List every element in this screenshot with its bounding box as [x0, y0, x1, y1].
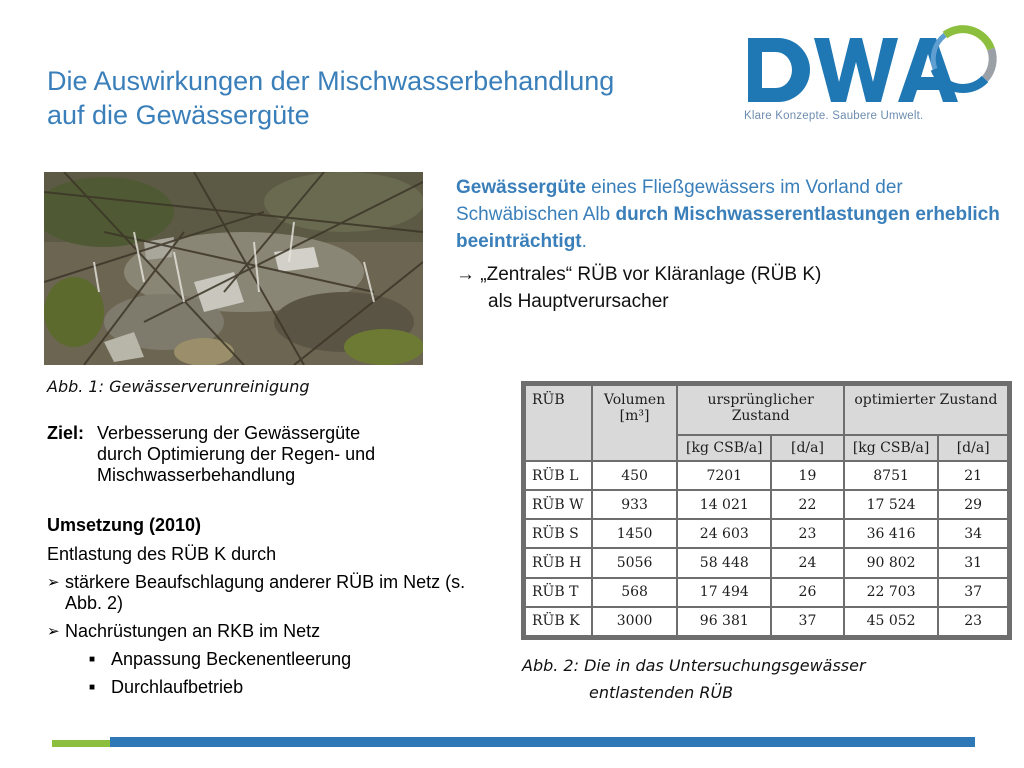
- table-cell: 17 494: [677, 578, 771, 607]
- table-cell: 8751: [844, 461, 939, 490]
- table-cell: 19: [771, 461, 844, 490]
- table-cell: 450: [592, 461, 678, 490]
- table-cell: 23: [771, 519, 844, 548]
- table-cell: 17 524: [844, 490, 939, 519]
- table-body: [525, 461, 1008, 636]
- header-days-optimized: [d/a]: [938, 435, 1008, 461]
- table-cell: 24 603: [677, 519, 771, 548]
- table-row: [525, 461, 1008, 490]
- table-cell: 14 021: [677, 490, 771, 519]
- table-cell: 90 802: [844, 548, 939, 577]
- list-item: [47, 621, 467, 642]
- dwa-logo-mark: [742, 20, 1007, 108]
- conclusion-arrow-item: [456, 261, 1016, 315]
- table-cell: RÜB W: [525, 490, 592, 519]
- table-cell: RÜB H: [525, 548, 592, 577]
- logo-tagline: Klare Konzepte. Saubere Umwelt.: [744, 110, 924, 122]
- arrowhead-bullet-icon: ➢: [47, 623, 60, 640]
- table-cell: RÜB T: [525, 578, 592, 607]
- table-cell: 24: [771, 548, 844, 577]
- slide-title: [47, 64, 727, 132]
- figure-2-caption-line-2: entlastenden RÜB: [589, 683, 734, 702]
- conclusion-line-1: „Zentrales“ RÜB vor Kläranlage (RÜB K): [480, 264, 822, 285]
- sub-list-item: [47, 649, 467, 670]
- header-original-state: ursprünglicher Zustand: [677, 385, 843, 435]
- header-volume: Volumen [m³]: [592, 385, 678, 461]
- header-days-original: [d/a]: [771, 435, 844, 461]
- sub-list-item: [47, 677, 467, 698]
- table-cell: 22: [771, 490, 844, 519]
- goal-block: [47, 423, 467, 486]
- table-cell: 29: [938, 490, 1008, 519]
- stream-pollution-photo: [44, 172, 423, 365]
- table-row: [525, 548, 1008, 577]
- table-cell: 96 381: [677, 607, 771, 636]
- sub-list-item-text: Durchlaufbetrieb: [111, 677, 244, 697]
- slide-title-line-1: Die Auswirkungen der Mischwasserbehandlung: [47, 66, 615, 96]
- footer-bar-blue: [110, 737, 975, 747]
- table-cell: 3000: [592, 607, 678, 636]
- header-kg-csb-original: [kg CSB/a]: [677, 435, 771, 461]
- table-cell: 37: [771, 607, 844, 636]
- implementation-heading: Umsetzung (2010): [47, 515, 202, 535]
- table-cell: 45 052: [844, 607, 939, 636]
- square-bullet-icon: ■: [89, 654, 96, 665]
- intro-text-2: .: [581, 231, 587, 252]
- intro-bold-1: Gewässergüte: [456, 177, 586, 198]
- intro-bold-2: durch Mischwasserentlastungen erheblich beeinträchtigt: [456, 204, 1000, 252]
- conclusion-line-2: als Hauptverursacher: [488, 291, 669, 312]
- table-cell: RÜB L: [525, 461, 592, 490]
- table-cell: RÜB S: [525, 519, 592, 548]
- goal-label: Ziel:: [47, 423, 85, 443]
- list-item: [47, 572, 467, 614]
- table-cell: 23: [938, 607, 1008, 636]
- table-cell: 34: [938, 519, 1008, 548]
- goal-line-1: Verbesserung der Gewässergüte: [97, 423, 361, 443]
- table-cell: 21: [938, 461, 1008, 490]
- table-row: [525, 578, 1008, 607]
- header-rueb: RÜB: [525, 385, 592, 461]
- table-cell: 568: [592, 578, 678, 607]
- figure-2-caption-line-1: Abb. 2: Die in das Untersuchungsgewässer: [522, 656, 866, 675]
- table-cell: RÜB K: [525, 607, 592, 636]
- square-bullet-icon: ■: [89, 682, 96, 693]
- rueb-data-table: [521, 381, 1012, 640]
- table-cell: 37: [938, 578, 1008, 607]
- arrowhead-bullet-icon: ➢: [47, 574, 60, 591]
- implementation-intro: Entlastung des RÜB K durch: [47, 544, 277, 564]
- implementation-block: [47, 515, 467, 698]
- table-cell: 36 416: [844, 519, 939, 548]
- list-item-text: Nachrüstungen an RKB im Netz: [65, 621, 321, 641]
- table-cell: 7201: [677, 461, 771, 490]
- table-cell: 5056: [592, 548, 678, 577]
- table-cell: 31: [938, 548, 1008, 577]
- header-optimized-state: optimierter Zustand: [844, 385, 1008, 435]
- right-arrow-icon: →: [456, 264, 481, 285]
- table-cell: 1450: [592, 519, 678, 548]
- figure-1-caption: Abb. 1: Gewässerverunreinigung: [47, 377, 310, 396]
- table-cell: 26: [771, 578, 844, 607]
- table-row: [525, 490, 1008, 519]
- intro-text-1: eines Fließgewässers im Vorland der Schwäbischen Alb: [456, 177, 903, 225]
- table-cell: 22 703: [844, 578, 939, 607]
- table-row: [525, 607, 1008, 636]
- dwa-logo: [742, 20, 1007, 130]
- goal-line-2: durch Optimierung der Regen- und: [97, 444, 376, 464]
- sub-list-item-text: Anpassung Beckenentleerung: [111, 649, 352, 669]
- slide-title-line-2: auf die Gewässergüte: [47, 100, 310, 130]
- header-kg-csb-optimized: [kg CSB/a]: [844, 435, 939, 461]
- intro-paragraph: [456, 174, 1016, 255]
- table-cell: 933: [592, 490, 678, 519]
- table-cell: 58 448: [677, 548, 771, 577]
- goal-line-3: Mischwasserbehandlung: [97, 465, 296, 485]
- list-item-text: stärkere Beaufschlagung anderer RÜB im Netz (s. Abb. 2): [65, 572, 466, 613]
- footer-bar-green: [52, 740, 110, 747]
- table-row: [525, 519, 1008, 548]
